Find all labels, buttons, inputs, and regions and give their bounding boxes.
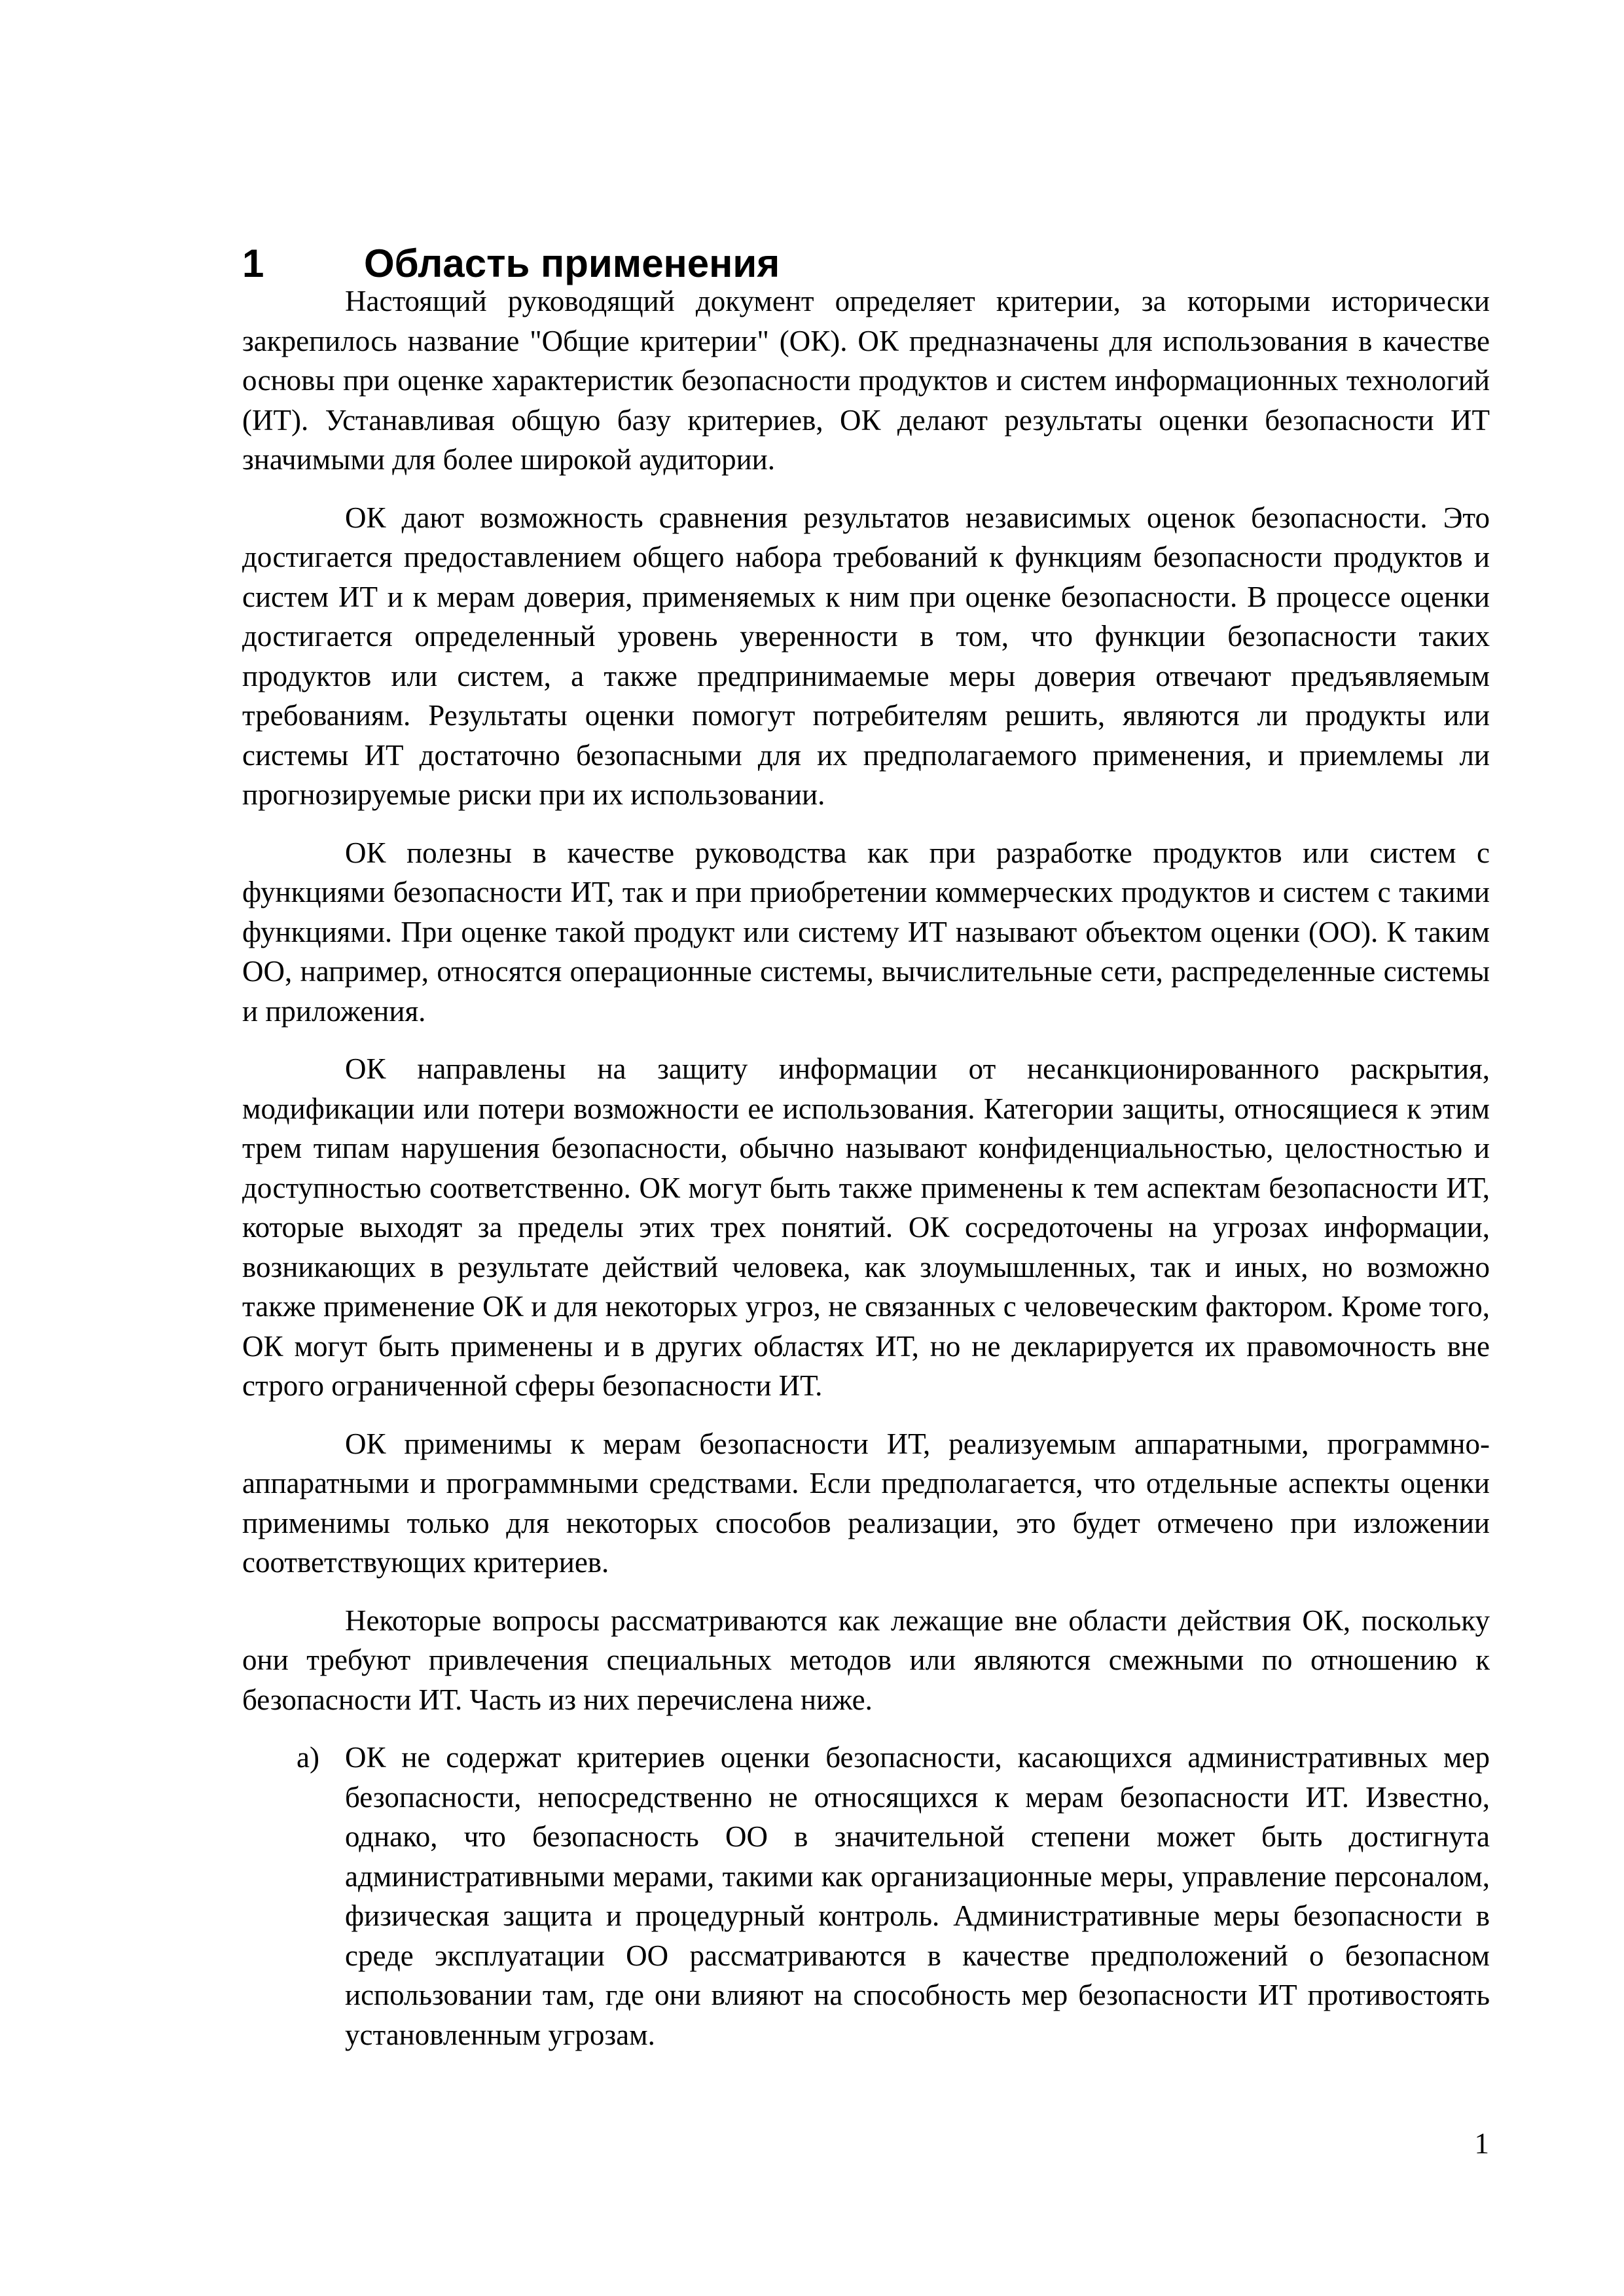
paragraph: ОК полезны в качестве руководства как при разработке продуктов или систем с функциями безопасности ИТ, так и при приобретении коммерческих продуктов и систем с такими функциями. При оценке такой продукт или систему ИТ называют объектом оценки (ОО). К таким ОО, например, относятся операционные системы, вычислительные сети, распределенные системы и приложения.: [242, 836, 1490, 1028]
paragraph: ОК применимы к мерам безопасности ИТ, реализуемым аппаратными, программно-аппаратными и программными средствами. Если предполагается, что отдельные аспекты оценки применимы только для некоторых способов реализации, это будет отмечено при изложении соответствующих критериев.: [242, 1427, 1490, 1579]
paragraph: ОК дают возможность сравнения результатов независимых оценок безопасности. Это достигается предоставлением общего набора требований к функциям безопасности продуктов и систем ИТ и к мерам доверия, применяемых к ним при оценке безопасности. В процессе оценки достигается определенный уровень уверенности в том, что функции безопасности таких продуктов или систем, а также предпринимаемые меры доверия отвечают предъявляемым требованиям. Результаты оценки помогут потребителям решить, являются ли продукты или системы ИТ достаточно безопасными для их предполагаемого применения, и приемлемы ли прогнозируемые риски при их использовании.: [242, 501, 1490, 811]
page-number: 1: [1474, 2127, 1489, 2160]
list-item: [242, 1738, 1490, 2054]
section-title: Область применения: [364, 242, 780, 286]
paragraph: ОК направлены на защиту информации от несанкционированного раскрытия, модификации или потери возможности ее использования. Категории защиты, относящиеся к этим трем типам нарушения безопасности, обычно называют конфиденциальностью, целостностью и доступностью соответственно. ОК могут быть также применены к тем аспектам безопасности ИТ, которые выходят за пределы этих трех понятий. ОК сосредоточены на угрозах информации, возникающих в результате действий человека, как злоумышленных, так и иных, но возможно также применение ОК и для некоторых угроз, не связанных с человеческим фактором. Кроме того, ОК могут быть применены и в других областях ИТ, но не декларируется их правомочность вне строго ограниченной сферы безопасности ИТ.: [242, 1052, 1490, 1402]
section-number: 1: [242, 242, 264, 286]
paragraph: Настоящий руководящий документ определяет критерии, за которыми исторически закрепилось название "Общие критерии" (ОК). ОК предназначены для использования в качестве основы при оценке характеристик безопасности продуктов и систем информационных технологий (ИТ). Устанавливая общую базу критериев, ОК делают результаты оценки безопасности ИТ значимыми для более широкой аудитории.: [242, 285, 1490, 476]
list-item-marker: a): [297, 1741, 319, 1774]
list-item-text: ОК не содержат критериев оценки безопасности, касающихся административных мер безопасности, непосредственно не относящихся к мерам безопасности ИТ. Известно, однако, что безопасность ОО в значительной степени может быть достигнута административными мерами, такими как организационные меры, управление персоналом, физическая защита и процедурный контроль. Административные меры безопасности в среде эксплуатации ОО рассматриваются в качестве предположений о безопасном использовании там, где они влияют на способность мер безопасности ИТ противостоять установленным угрозам.: [345, 1741, 1490, 2051]
paragraph: Некоторые вопросы рассматриваются как лежащие вне области действия ОК, поскольку они требуют привлечения специальных методов или являются смежными по отношению к безопасности ИТ. Часть из них перечислена ниже.: [242, 1604, 1490, 1716]
body-text: [242, 281, 1490, 2054]
